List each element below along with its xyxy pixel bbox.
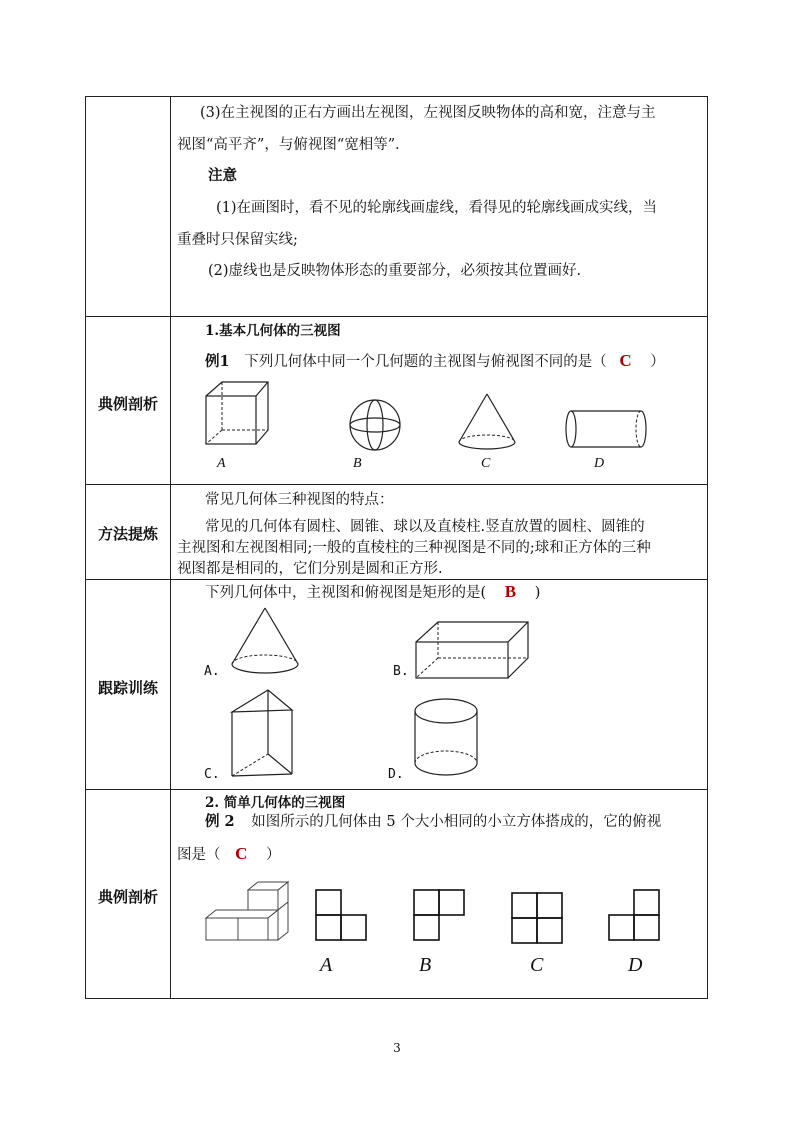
option-label: A.	[204, 664, 220, 679]
option-label: D	[628, 954, 643, 976]
practice-question	[205, 583, 540, 602]
top-view-option-d	[607, 888, 663, 944]
cylinder-figure	[412, 696, 484, 782]
cone-figure	[455, 392, 525, 454]
stacked-cubes-figure	[204, 880, 294, 944]
example-label: 例1	[205, 353, 230, 370]
option-label: B.	[393, 664, 409, 679]
answer-text: C	[235, 844, 248, 863]
note2: (2)虚线也是反映物体形态的重要部分，必须按其位置画好.	[208, 263, 582, 279]
cone-figure	[228, 606, 304, 678]
question-text: 图是（	[177, 847, 221, 863]
method-line4: 视图都是相同的，它们分别是圆和正方形.	[177, 561, 443, 577]
close-paren: )	[534, 585, 541, 601]
cylinder-figure	[562, 408, 654, 452]
table-column-divider	[170, 96, 171, 999]
close-paren: ）	[266, 847, 281, 863]
section-label-example: 典例剖析	[97, 395, 158, 413]
section5-heading: 2. 简单几何体的三视图	[205, 795, 346, 811]
question-text: 如图所示的几何体由 5 个大小相同的小立方体搭成的，它的俯视	[251, 814, 662, 830]
top-view-option-c	[510, 891, 566, 947]
top-view-option-b	[412, 888, 468, 944]
method-line2: 常见的几何体有圆柱、圆锥、球以及直棱柱.竖直放置的圆柱、圆锥的	[205, 519, 645, 535]
option-label: A	[320, 954, 333, 976]
question-text: 下列几何体中，主视图和俯视图是矩形的是(	[205, 585, 487, 601]
option-label: D	[594, 456, 605, 471]
section1-line2: 视图“高平齐”，与俯视图“宽相等”．	[177, 137, 410, 153]
page-number: 3	[393, 1041, 401, 1055]
example1-question	[205, 352, 665, 371]
answer-text: B	[504, 582, 517, 601]
row-divider	[85, 789, 708, 790]
section-label-method: 方法提炼	[97, 525, 158, 543]
rectangular-prism-figure	[412, 618, 532, 682]
section-label-practice: 跟踪训练	[97, 679, 158, 697]
question-text: 下列几何体中同一个几何题的主视图与俯视图不同的是（	[244, 354, 607, 370]
row-divider	[85, 579, 708, 580]
option-label: A	[217, 456, 226, 471]
option-label: C	[530, 954, 544, 976]
option-label: C	[481, 456, 491, 471]
sphere-figure	[346, 396, 406, 456]
close-paren: ）	[650, 354, 665, 370]
cube-figure	[200, 378, 270, 448]
note-title: 注意	[208, 168, 237, 184]
section1-line1: (3)在主视图的正右方画出左视图，左视图反映物体的高和宽，注意与主	[200, 105, 656, 121]
option-label: B	[353, 456, 362, 471]
method-line3: 主视图和左视图相同;一般的直棱柱的三种视图是不同的;球和正方体的三种	[177, 540, 651, 556]
row-divider	[85, 484, 708, 485]
method-line1: 常见几何体三种视图的特点：	[205, 492, 394, 508]
answer-text: C	[619, 351, 632, 370]
note1-line2: 重叠时只保留实线;	[177, 232, 298, 248]
example-label: 例 2	[205, 813, 235, 830]
row-divider	[85, 316, 708, 317]
example2-question-line2	[177, 845, 281, 864]
triangular-prism-figure	[228, 688, 298, 780]
note1-line1: (1)在画图时，看不见的轮廓线画虚线，看得见的轮廓线画成实线，当	[216, 200, 658, 216]
top-view-option-a	[314, 888, 370, 944]
option-label: D.	[388, 767, 404, 782]
example2-question-line1	[205, 813, 661, 831]
option-label: C.	[204, 767, 220, 782]
section2-heading: 1.基本几何体的三视图	[205, 323, 341, 339]
option-label: B	[419, 954, 432, 976]
section-label-example: 典例剖析	[97, 888, 158, 906]
